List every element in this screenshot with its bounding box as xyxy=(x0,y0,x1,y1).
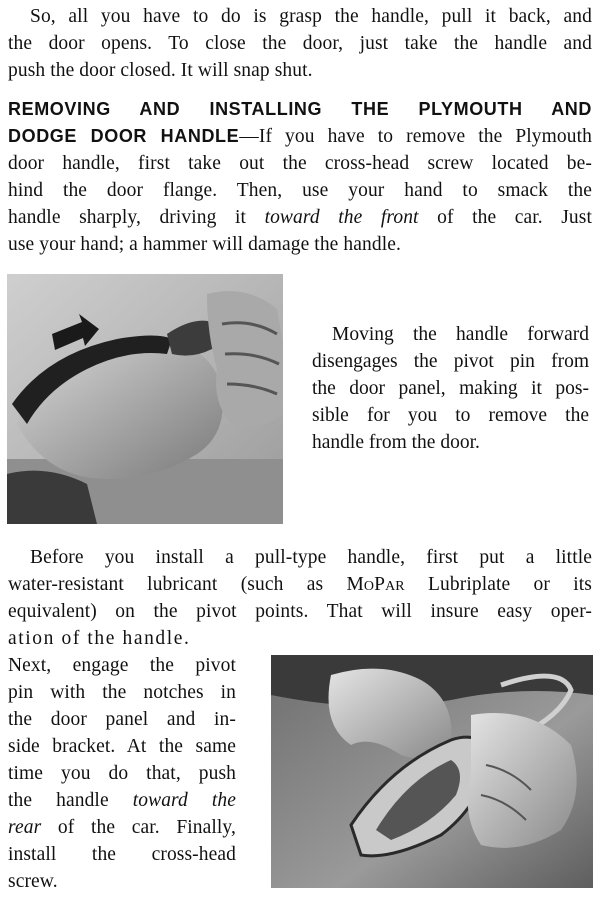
install-line-2-pre: water-resistant lubricant (such as xyxy=(8,574,347,595)
engage-line-4: side bracket. At the same xyxy=(8,736,236,757)
engage-line-7-post: of the car. Finally, xyxy=(41,817,236,838)
caption-line-5: handle from the door. xyxy=(312,432,480,453)
section-heading-line-1: REMOVING AND INSTALLING THE PLYMOUTH AND xyxy=(8,99,592,119)
caption-line-1: Moving the handle forward xyxy=(332,324,589,345)
section-line-6: use your hand; a hammer will damage the handle. xyxy=(8,234,401,255)
install-line-2-post: Lubriplate or its xyxy=(404,574,592,595)
engage-line-1: Next, engage the pivot xyxy=(8,655,236,676)
engage-line-8: install the cross-head xyxy=(8,844,236,865)
install-line-1: Before you install a pull-type handle, first put a little xyxy=(30,547,592,568)
intro-line-3: push the door closed. It will snap shut. xyxy=(8,60,313,81)
photo-removing-handle xyxy=(7,274,283,524)
brand-name: MoPar xyxy=(346,574,405,595)
caption-line-4: sible for you to remove the xyxy=(312,405,589,426)
section-line-4: hind the door flange. Then, use your hand to smack the xyxy=(8,180,592,201)
engage-line-3: the door panel and in- xyxy=(8,709,236,730)
engage-line-6-emphasis: toward the xyxy=(132,790,236,811)
caption-line-3: the door panel, making it pos- xyxy=(312,378,589,399)
section-line-5-emphasis: toward the front xyxy=(264,207,419,228)
photo-removing-handle-caption xyxy=(312,321,589,456)
intro-paragraph xyxy=(8,3,592,84)
photo-removing-handle-image xyxy=(7,274,283,524)
engage-paragraph xyxy=(8,652,236,895)
caption-line-2: disengages the pivot pin from xyxy=(312,351,589,372)
removal-section xyxy=(8,96,592,258)
section-heading-line-2: DODGE DOOR HANDLE xyxy=(8,126,240,146)
photo-installing-handle xyxy=(271,655,593,888)
intro-line-2: the door opens. To close the door, just take the handle and xyxy=(8,33,592,54)
engage-line-5: time you do that, push xyxy=(8,763,236,784)
install-line-3: equivalent) on the pivot points. That will insure easy oper- xyxy=(8,601,592,622)
install-paragraph xyxy=(8,544,592,625)
install-line-4-wrap xyxy=(8,625,248,652)
section-line-3: door handle, first take out the cross-head screw located be- xyxy=(8,153,592,174)
section-line-5-post: of the car. Just xyxy=(418,207,592,228)
engage-line-2: pin with the notches in xyxy=(8,682,236,703)
section-line-2-tail: —If you have to remove the Plymouth xyxy=(239,126,592,147)
engage-line-7-emphasis: rear xyxy=(8,817,42,838)
section-line-5-pre: handle sharply, driving it xyxy=(8,207,265,228)
photo-installing-handle-image xyxy=(271,655,593,888)
engage-line-6-pre: the handle xyxy=(8,790,133,811)
intro-line-1: So, all you have to do is grasp the handle, pull it back, and xyxy=(30,6,592,27)
engage-line-9: screw. xyxy=(8,871,58,892)
install-line-4: ation of the handle. xyxy=(8,628,191,649)
